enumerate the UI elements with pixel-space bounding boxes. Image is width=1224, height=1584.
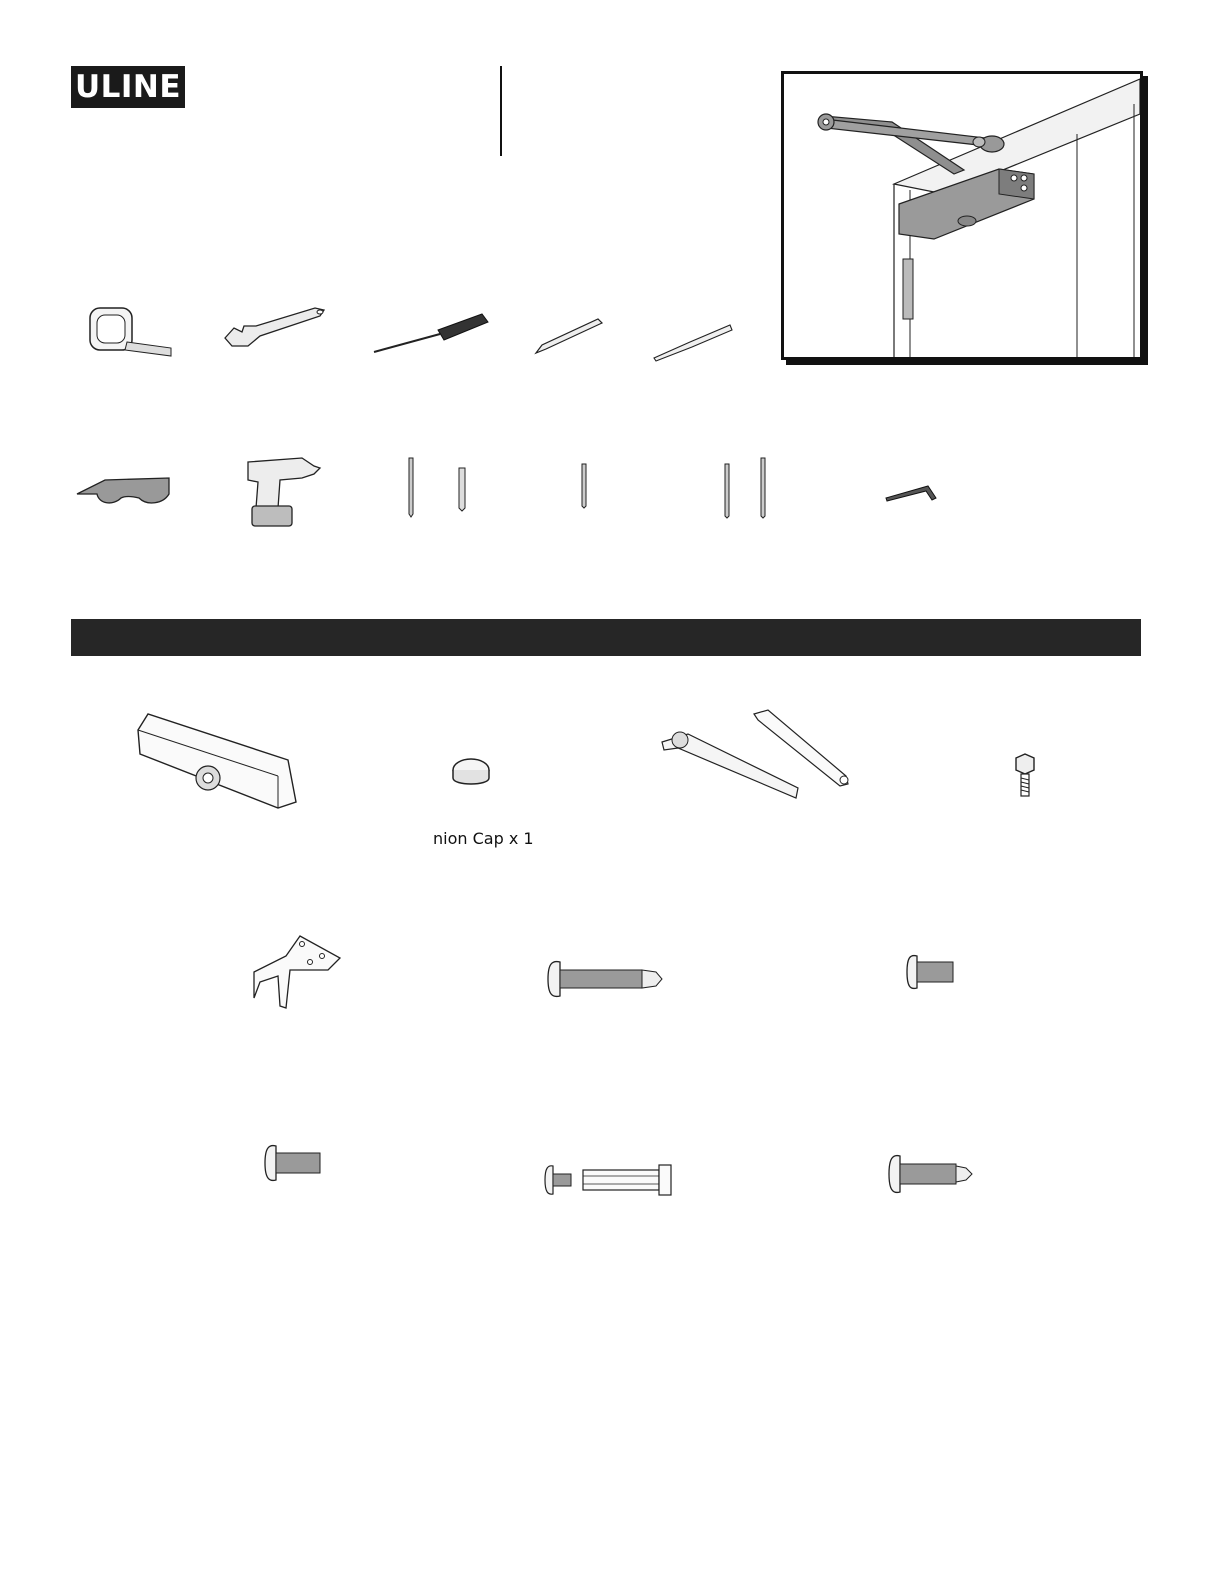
drill-bit-icon-2 bbox=[721, 462, 733, 520]
screwdriver-icon bbox=[370, 310, 490, 360]
door-closer-body-icon bbox=[128, 710, 300, 812]
pinion-cap-caption: nion Cap x 1 bbox=[433, 829, 534, 848]
pinion-cap-icon bbox=[450, 756, 492, 792]
self-drilling-screw-long-icon bbox=[544, 958, 666, 1000]
drill-bit-icon-3 bbox=[757, 456, 769, 520]
mounting-bracket-icon bbox=[250, 932, 344, 1012]
drill-bit-icon bbox=[404, 456, 418, 518]
adjustable-wrench-icon bbox=[220, 300, 330, 350]
parts-section-bar bbox=[71, 619, 1141, 656]
machine-screw-icon-2 bbox=[262, 1142, 324, 1184]
allen-wrench-icon bbox=[884, 480, 940, 504]
machine-screw-icon bbox=[904, 952, 956, 992]
safety-glasses-icon bbox=[75, 470, 173, 510]
header-divider bbox=[500, 66, 502, 156]
pencil-icon bbox=[532, 315, 604, 357]
tape-measure-icon bbox=[85, 300, 175, 362]
drill-bit-small-icon bbox=[578, 462, 590, 510]
uline-logo: ULINE bbox=[71, 66, 185, 108]
sex-bolt-and-screw-icon bbox=[543, 1162, 675, 1198]
self-drilling-screw-icon bbox=[886, 1152, 976, 1196]
hex-bolt-icon bbox=[1012, 752, 1038, 800]
door-closer-scene bbox=[784, 74, 1140, 357]
drill-bit-short-icon bbox=[455, 466, 469, 512]
cordless-drill-icon bbox=[244, 456, 322, 528]
center-punch-icon bbox=[650, 320, 735, 362]
door-closer-installed-illustration bbox=[781, 71, 1143, 360]
closer-arm-assembly-icon bbox=[658, 708, 854, 808]
